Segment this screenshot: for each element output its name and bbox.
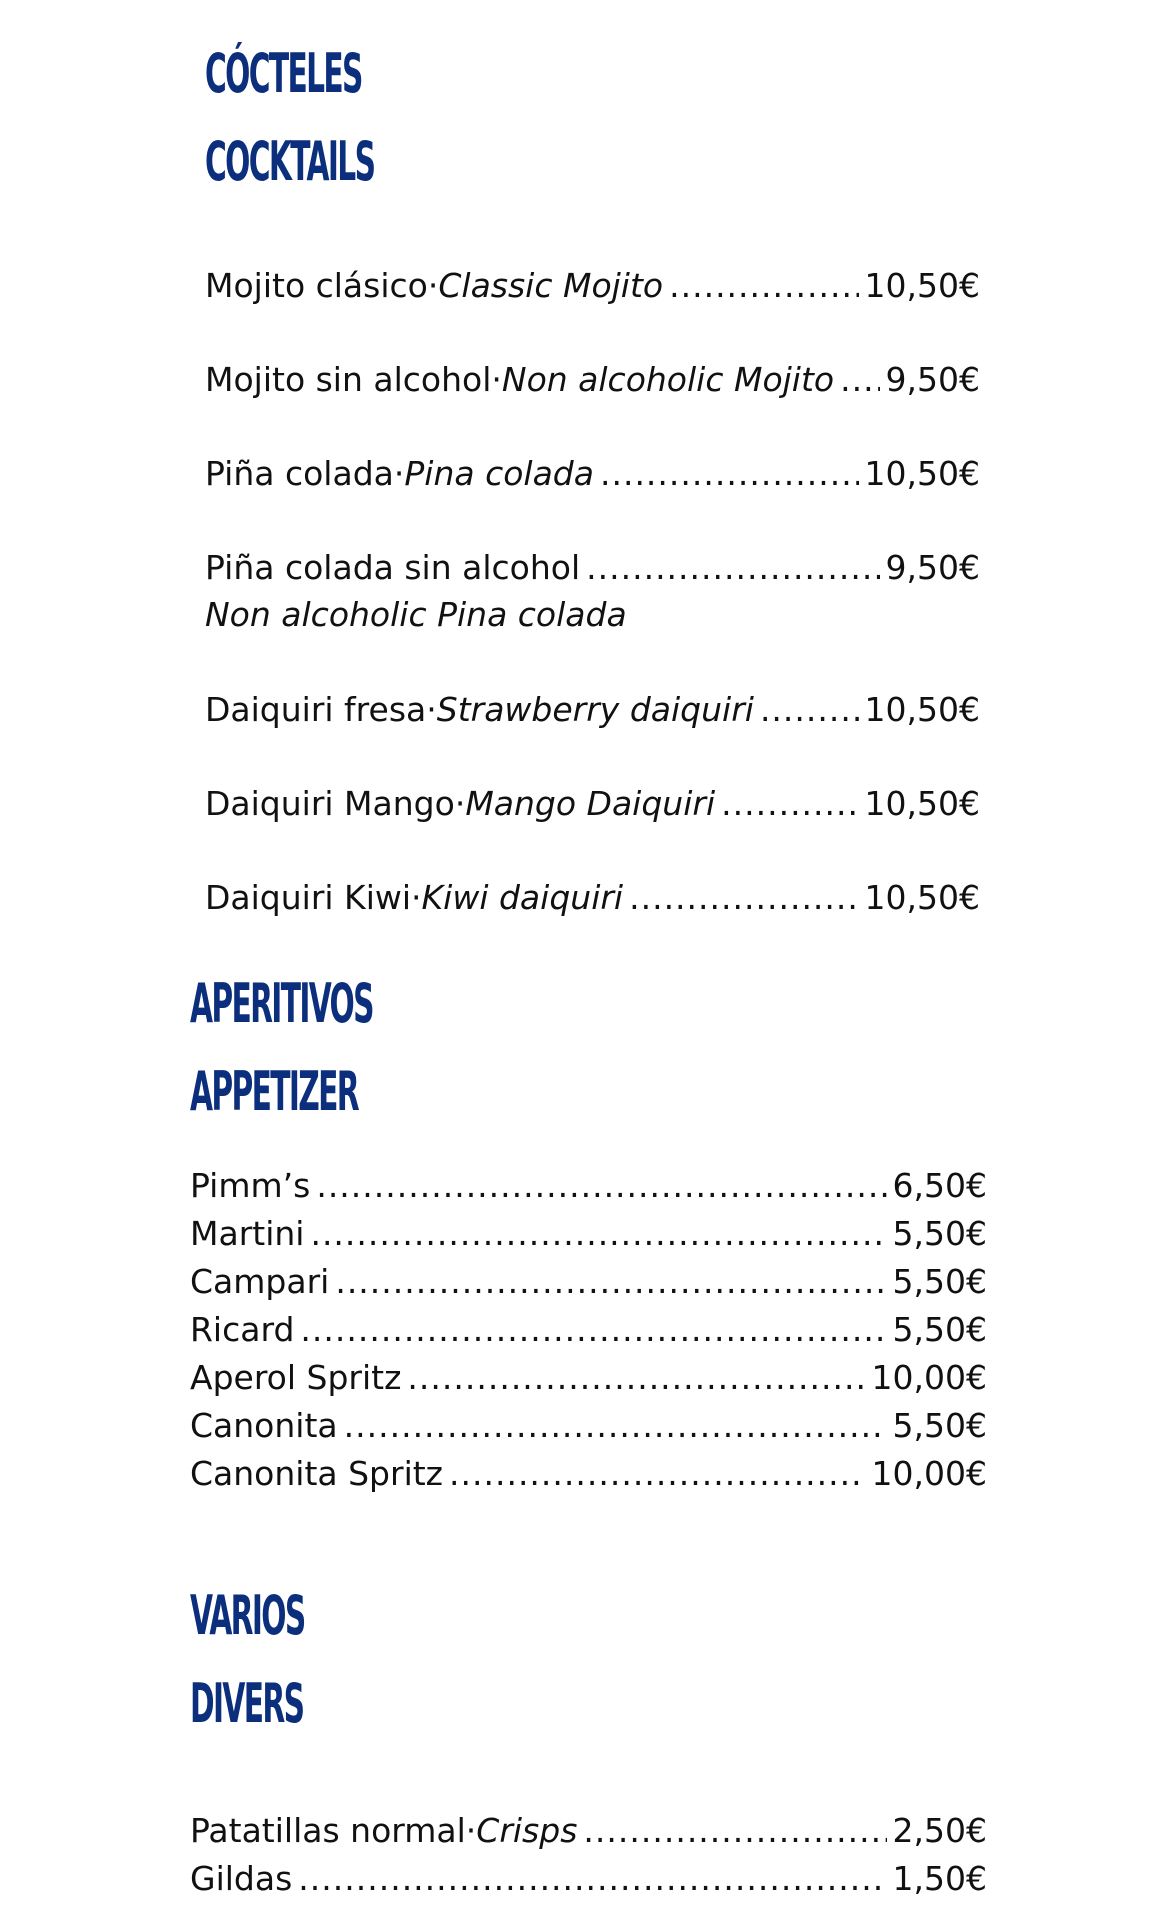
item-separator: · (491, 360, 502, 399)
item-separator: · (426, 690, 437, 729)
cocktails-heading-en: COCKTAILS (205, 130, 375, 193)
item-price: 10,50€ (864, 266, 980, 305)
appetizer-row (190, 1454, 987, 1493)
dot-leader (721, 784, 858, 823)
dot-leader (600, 454, 859, 493)
dot-leader (316, 1166, 886, 1205)
cocktail-row (205, 454, 980, 493)
item-price: 10,50€ (864, 878, 980, 917)
item-price: 5,50€ (892, 1406, 987, 1445)
item-name-en: Kiwi daiquiri (421, 878, 624, 917)
dot-leader (310, 1214, 886, 1253)
dot-leader (760, 690, 859, 729)
cocktails-heading (205, 30, 513, 206)
item-name-en: Crisps (476, 1811, 578, 1850)
item-name-en: Strawberry daiquiri (436, 690, 754, 729)
item-separator: · (465, 1811, 477, 1850)
various-heading (190, 1572, 398, 1748)
item-price: 10,50€ (864, 784, 980, 823)
cocktail-row (205, 878, 980, 917)
item-price: 5,50€ (892, 1310, 987, 1349)
item-name-es: Ricard (190, 1310, 295, 1349)
item-price: 10,50€ (864, 690, 980, 729)
cocktails-heading-es: CÓCTELES (205, 42, 362, 105)
item-name-en-second-line: Non alcoholic Pina colada (205, 595, 627, 634)
item-name-es: Patatillas normal (190, 1811, 466, 1850)
appetizers-heading-es: APERITIVOS (190, 972, 373, 1035)
item-price: 10,00€ (871, 1358, 987, 1397)
item-price: 6,50€ (892, 1166, 987, 1205)
item-price: 1,50€ (892, 1859, 987, 1898)
item-price: 9,50€ (885, 548, 980, 587)
item-name-es: Pimm’s (190, 1166, 311, 1205)
dot-leader (335, 1262, 886, 1301)
various-row (190, 1859, 987, 1898)
appetizer-row (190, 1214, 987, 1253)
appetizers-heading-en: APPETIZER (190, 1060, 358, 1123)
appetizer-row (190, 1262, 987, 1301)
dot-leader (298, 1859, 886, 1898)
item-name-es: Gildas (190, 1859, 293, 1898)
item-name-es: Piña colada sin alcohol (205, 548, 581, 587)
item-name-en: Non alcoholic Mojito (501, 360, 835, 399)
item-price: 5,50€ (892, 1262, 987, 1301)
item-name-es: Canonita Spritz (190, 1454, 443, 1493)
item-price: 2,50€ (892, 1811, 987, 1850)
item-name-es: Daiquiri fresa (205, 690, 427, 729)
dot-leader (669, 266, 858, 305)
dot-leader (586, 548, 879, 587)
item-name-es: Mojito clásico (205, 266, 428, 305)
item-name-en: Classic Mojito (438, 266, 664, 305)
cocktail-row (205, 548, 980, 587)
dot-leader (840, 360, 879, 399)
item-name-es: Canonita (190, 1406, 338, 1445)
item-price: 10,00€ (871, 1454, 987, 1493)
dot-leader (583, 1811, 886, 1850)
appetizer-row (190, 1358, 987, 1397)
item-name-es: Daiquiri Mango (205, 784, 455, 823)
appetizers-heading (190, 960, 523, 1136)
various-heading-en: DIVERS (190, 1672, 304, 1735)
dot-leader (300, 1310, 886, 1349)
item-separator: · (393, 454, 405, 493)
item-separator: · (454, 784, 466, 823)
appetizer-row (190, 1166, 987, 1205)
item-name-es: Aperol Spritz (190, 1358, 402, 1397)
appetizer-row (190, 1406, 987, 1445)
various-row (190, 1811, 987, 1850)
cocktail-row (205, 784, 980, 823)
cocktail-row (205, 266, 980, 305)
dot-leader (407, 1358, 865, 1397)
item-name-es: Campari (190, 1262, 330, 1301)
dot-leader (629, 878, 858, 917)
various-heading-es: VARIOS (190, 1584, 305, 1647)
item-price: 9,50€ (885, 360, 980, 399)
item-separator: · (427, 266, 439, 305)
item-name-es: Daiquiri Kiwi (205, 878, 412, 917)
item-name-es: Martini (190, 1214, 305, 1253)
item-price: 5,50€ (892, 1214, 987, 1253)
item-name-es: Mojito sin alcohol (205, 360, 492, 399)
item-name-en: Mango Daiquiri (465, 784, 716, 823)
dot-leader (344, 1406, 887, 1445)
item-separator: · (411, 878, 422, 917)
cocktail-row (205, 360, 980, 399)
appetizer-row (190, 1310, 987, 1349)
dot-leader (449, 1454, 866, 1493)
item-price: 10,50€ (864, 454, 980, 493)
cocktail-row (205, 690, 980, 729)
item-name-es: Piña colada (205, 454, 394, 493)
item-name-en: Pina colada (404, 454, 594, 493)
